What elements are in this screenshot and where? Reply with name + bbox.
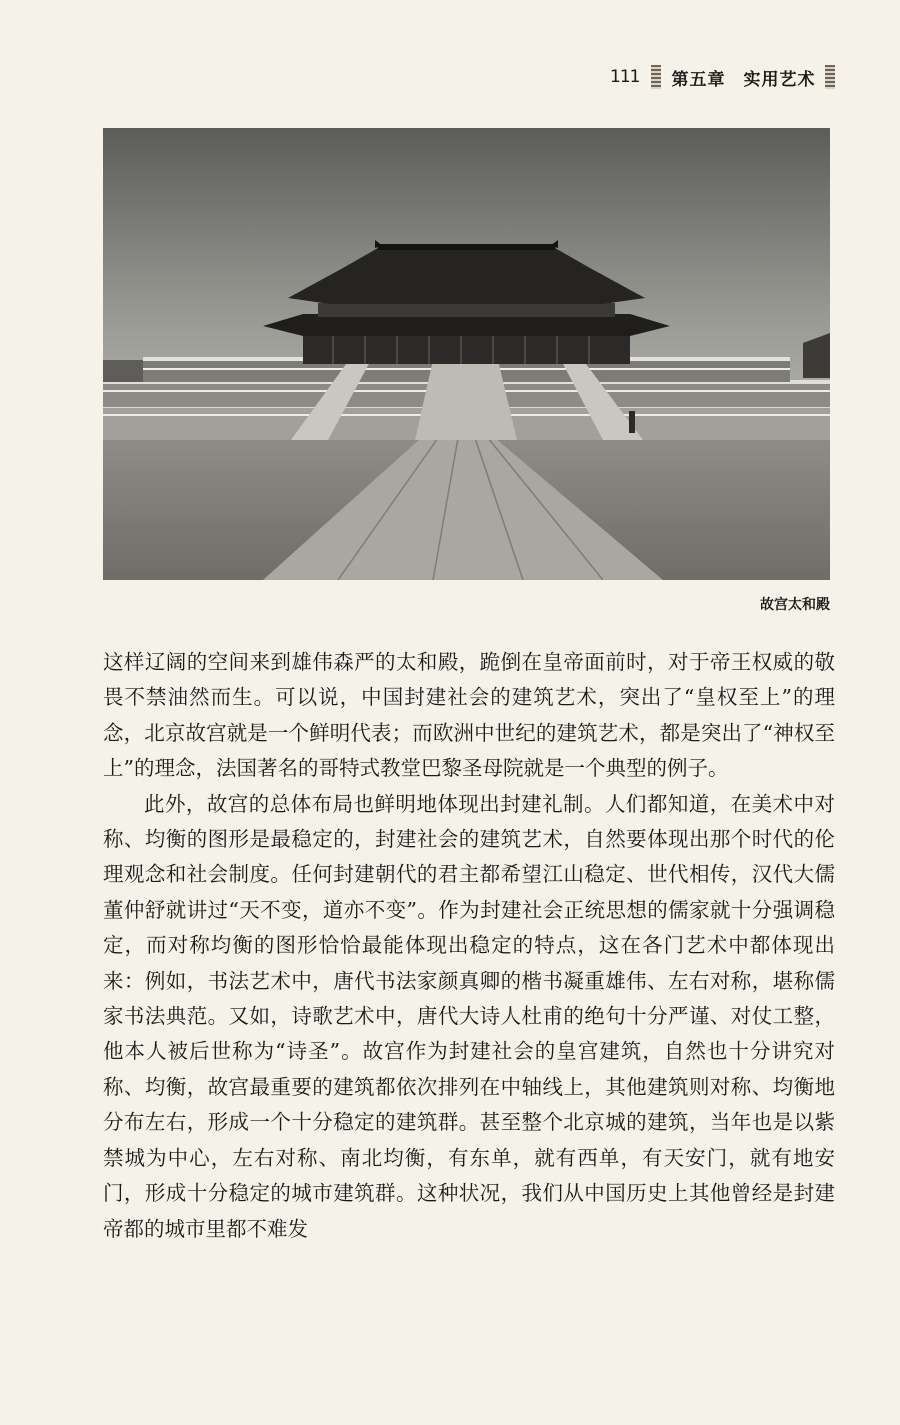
running-header: [610, 62, 840, 92]
photo-illustration: [103, 128, 830, 580]
standing-person: [629, 411, 635, 433]
page-number: 111: [610, 67, 640, 87]
body-text: [103, 645, 835, 1247]
header-ornament-right: [825, 65, 835, 89]
lower-roof: [263, 314, 670, 336]
photo-hall-of-supreme-harmony: [103, 128, 830, 580]
paragraph-2: 此外，故宫的总体布局也鲜明地体现出封建礼制。人们都知道，在美术中对称、均衡的图形是最稳定的，封建社会的建筑艺术，自然要体现出那个时代的伦理观念和社会制度。任何封建朝代的君主都希望江山稳定、世代相传，汉代大儒董仲舒就讲过“天不变，道亦不变”。作为封建社会正统思想的儒家就十分强调稳定，而对称均衡的图形恰恰最能体现出稳定的特点，这在各门艺术中都体现出来：例如，书法艺术中，唐代书法家颜真卿的楷书凝重雄伟、左右对称，堪称儒家书法典范。又如，诗歌艺术中，唐代大诗人杜甫的绝句十分严谨、对仗工整，他本人被后世称为“诗圣”。故宫作为封建社会的皇宫建筑，自然也十分讲究对称、均衡，故宫最重要的建筑都依次排列在中轴线上，其他建筑则对称、均衡地分布左右，形成一个十分稳定的建筑群。甚至整个北京城的建筑，当年也是以紫禁城为中心，左右对称、南北均衡，有东单，就有西单，有天安门，就有地安门，形成十分稳定的城市建筑群。这种状况，我们从中国历史上其他曾经是封建帝都的城市里都不难发: [103, 791, 835, 1241]
figure-caption: 故宫太和殿: [760, 597, 830, 613]
paragraph-1: 这样辽阔的空间来到雄伟森严的太和殿，跪倒在皇帝面前时，对于帝王权威的敬畏不禁油然而生。可以说，中国封建社会的建筑艺术，突出了“皇权至上”的理念，北京故宫就是一个鲜明代表；而欧洲中世纪的建筑艺术，都是突出了“神权至上”的理念，法国著名的哥特式教堂巴黎圣母院就是一个典型的例子。: [103, 650, 835, 781]
chapter-title: 第五章 实用艺术: [671, 69, 816, 90]
header-ornament-left: [651, 65, 661, 89]
